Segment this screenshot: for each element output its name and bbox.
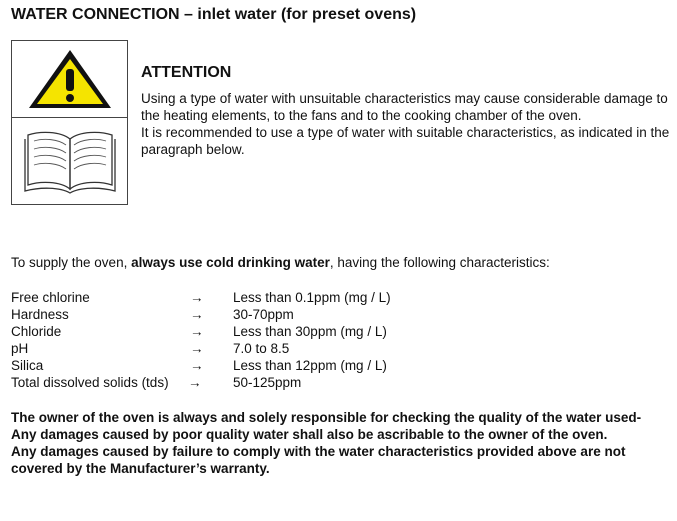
attention-heading: ATTENTION bbox=[141, 64, 232, 81]
spec-name: Total dissolved solids (tds) bbox=[11, 375, 169, 390]
note-poor-quality-damage: Any damages caused by poor quality water shall also be ascribable to the owner of the oven. bbox=[11, 427, 608, 442]
panel-divider bbox=[12, 117, 127, 118]
attention-text-2: It is recommended to use a type of water with suitable characteristics, as indicated in the paragraph below. bbox=[141, 125, 670, 157]
arrow-icon: → bbox=[188, 375, 202, 390]
safety-icon-panel bbox=[11, 40, 128, 205]
spec-value: Less than 0.1ppm (mg / L) bbox=[233, 290, 391, 305]
spec-value: 30-70ppm bbox=[233, 307, 294, 322]
manual-book-icon bbox=[22, 127, 118, 195]
spec-value: 50-125ppm bbox=[233, 375, 302, 390]
arrow-icon: → bbox=[190, 341, 204, 356]
warning-icon bbox=[26, 47, 114, 111]
supply-instruction bbox=[11, 255, 550, 270]
spec-name: Chloride bbox=[11, 324, 62, 339]
arrow-icon: → bbox=[190, 324, 204, 339]
supply-prefix: To supply the oven, bbox=[11, 255, 132, 270]
arrow-icon: → bbox=[190, 307, 204, 322]
spec-name: Silica bbox=[11, 358, 44, 373]
supply-emphasis: always use cold drinking water bbox=[131, 255, 330, 270]
note-warranty-exclusion: Any damages caused by failure to comply with the water characteristics provided above are not covered by the Manufacturer’s warranty. bbox=[11, 444, 626, 476]
attention-text-1: Using a type of water with unsuitable characteristics may cause considerable damage to the heating elements, to the fans and to the cooking chamber of the oven. bbox=[141, 91, 668, 123]
supply-suffix: , having the following characteristics: bbox=[329, 255, 550, 270]
spec-value: Less than 12ppm (mg / L) bbox=[233, 358, 387, 373]
responsibility-notes bbox=[11, 409, 671, 477]
note-owner-responsibility: The owner of the oven is always and solely responsible for checking the quality of the water used- bbox=[11, 410, 642, 425]
spec-name: Hardness bbox=[11, 307, 69, 322]
spec-value: Less than 30ppm (mg / L) bbox=[233, 324, 387, 339]
spec-name: pH bbox=[11, 341, 29, 356]
page-title: WATER CONNECTION – inlet water (for preset ovens) bbox=[11, 6, 417, 23]
spec-value: 7.0 to 8.5 bbox=[233, 341, 290, 356]
attention-block bbox=[141, 64, 671, 158]
spec-name: Free chlorine bbox=[11, 290, 90, 305]
arrow-icon: → bbox=[190, 290, 204, 305]
arrow-icon: → bbox=[190, 358, 204, 373]
